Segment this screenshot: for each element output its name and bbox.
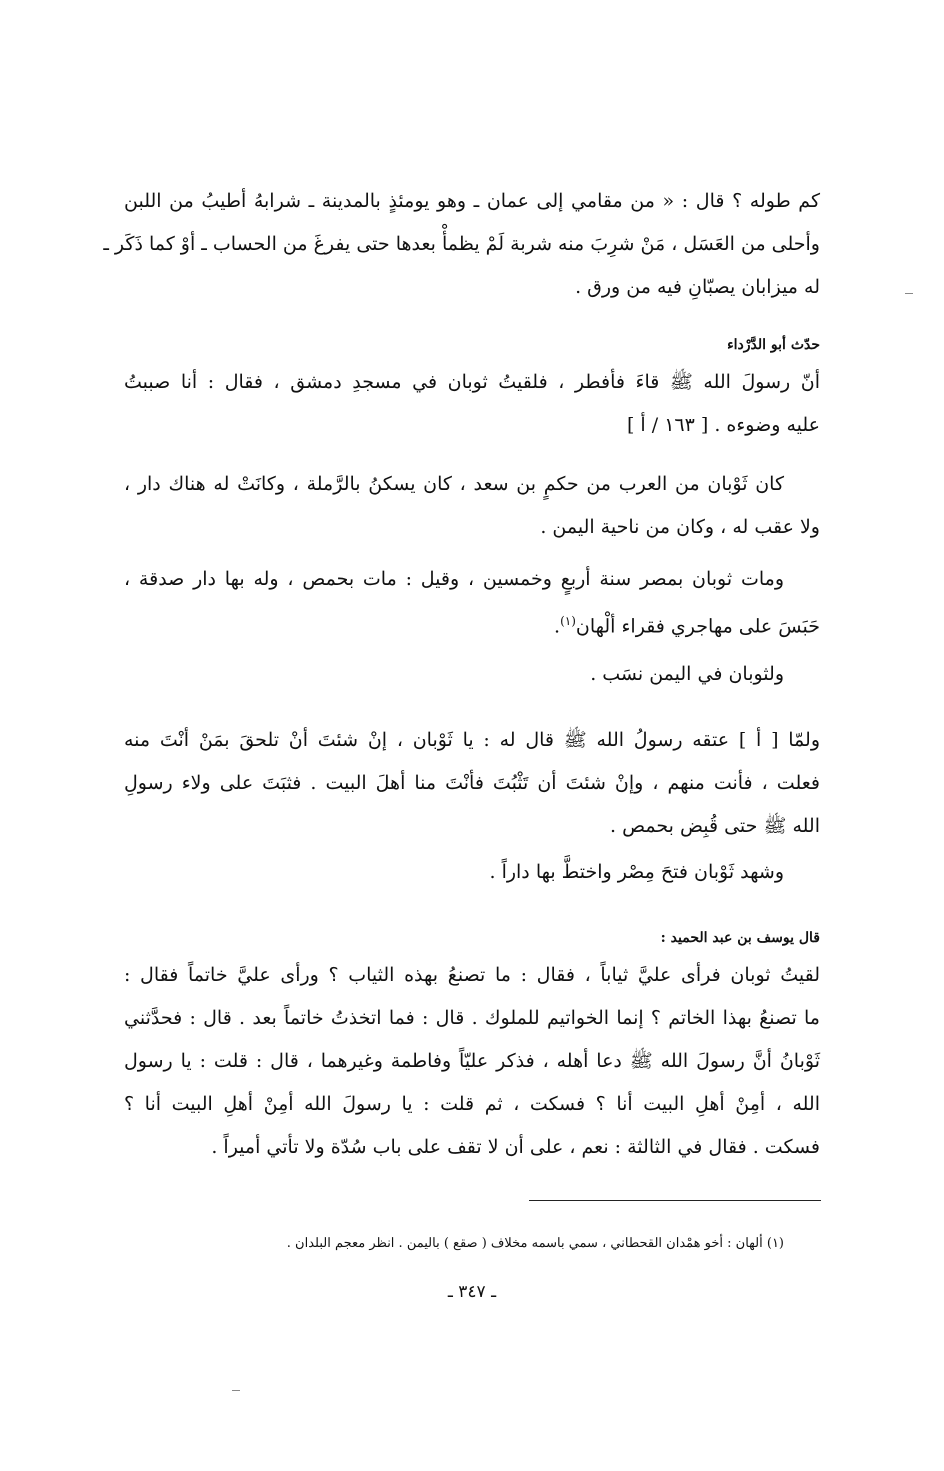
- text-line: أنّ رسولَ الله ﷺ قاءَ فأفطر ، فلقيتُ ثوبان في مسجدِ دمشق ، فقال : أنا صببتُ: [124, 371, 820, 393]
- footnote-separator: [529, 1200, 821, 1201]
- text-line: ولمّا [ أ ] عتقه رسولُ الله ﷺ قال له : يا ثَوْبان ، إنْ شئتَ أنْ تلحقَ بمَنْ أنْتَ منه: [124, 729, 820, 751]
- text-line: ما تصنعُ بهذا الخاتم ؟ إنما الخواتيم للملوك . قال : فما اتخذتُ خاتماً بعد . قال : فحدَّثني: [124, 1007, 820, 1029]
- text-line: عليه وضوءه . [ ١٦٣ / أ ]: [626, 414, 820, 436]
- footnote: (١) ألهان : أخو همْدان القحطاني ، سمي باسمه مخلاف ( صقع ) باليمن . انظر معجم البلدان .: [286, 1236, 784, 1251]
- text-line: الله ﷺ حتى قُبِض بحمص .: [610, 815, 820, 837]
- text-line: ثَوْبانُ أنَّ رسولَ الله ﷺ دعا أهله ، فذكر عليّاً وفاطمة وغيرهما ، قال : قلت : يا رسول: [124, 1050, 820, 1072]
- text-line: الله ، أمِنْ أهلِ البيت أنا ؟ فسكت ، ثم قلت : يا رسولَ الله أمِنْ أهلِ البيت أنا ؟: [124, 1093, 820, 1115]
- text-line: فعلت ، فأنت منهم ، وإنْ شئتَ أن تَثْبُتَ فأنْتَ منا أهلَ البيت . فثبَتَ على ولاء رسولِ: [124, 772, 820, 794]
- section-heading: قال يوسف بن عبد الحميد :: [660, 930, 820, 946]
- text-line: كان ثَوْبان من العرب من حكمٍ بن سعد ، كان يسكنُ بالرَّملة ، وكانَتْ له هناك دار ،: [124, 473, 784, 495]
- text-fragment: حَبَسَ على مهاجري فقراء ألْهان: [575, 615, 820, 638]
- text-line: له ميزابان يصبّانِ فيه من ورق .: [575, 276, 820, 298]
- text-line: وشهد ثَوْبان فتحَ مِصْر واختطَّ بها داراً .: [489, 861, 784, 883]
- period: .: [554, 615, 561, 638]
- scan-mark: [232, 1390, 240, 1391]
- section-heading: حدّث أبو الدَّرْداء: [727, 337, 820, 353]
- text-line: فسكت . فقال في الثالثة : نعم ، على أن لا تقف على باب سُدّة ولا تأتي أميراً .: [211, 1136, 820, 1158]
- text-line: [124, 609, 820, 638]
- text-line: وأحلى من العَسَل ، مَنْ شرِبَ منه شربة لَمْ يظمأْ بعدها حتى يفرغَ من الحساب ـ أوْ كما ذَكَر ـ: [103, 233, 820, 255]
- text-line: كم طوله ؟ قال : « من مقامي إلى عمان ـ وهو يومئذٍ بالمدينة ـ شرابهُ أطيبُ من اللبن: [124, 190, 820, 212]
- scan-mark: [905, 293, 913, 294]
- text-line: ومات ثوبان بمصر سنة أربعٍ وخمسين ، وقيل : مات بحمص ، وله بها دار صدقة ،: [124, 568, 784, 590]
- footnote-ref: (١): [560, 614, 576, 628]
- text-line: ولا عقب له ، وكان من ناحية اليمن .: [540, 516, 820, 538]
- text-line: ولثوبان في اليمن نسَب .: [590, 663, 784, 685]
- text-line: لقيتُ ثوبان فرأى عليَّ ثياباً ، فقال : ما تصنعُ بهذه الثياب ؟ ورأى عليَّ خاتماً فقال :: [124, 964, 820, 986]
- page-number: ـ ٣٤٧ ـ: [447, 1282, 497, 1302]
